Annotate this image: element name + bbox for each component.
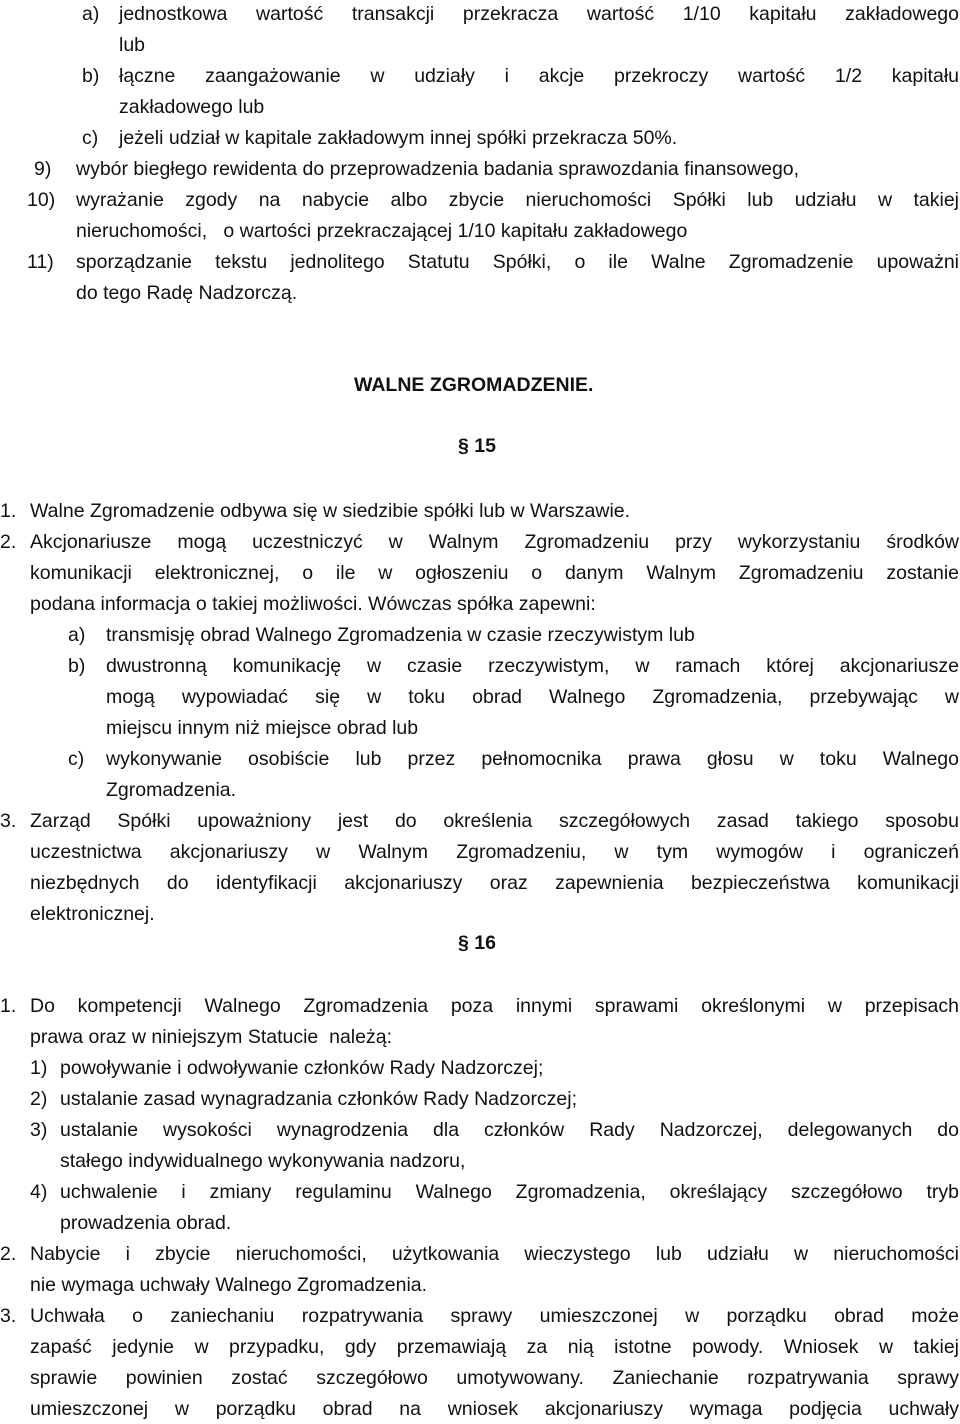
list-item-text: łączne zaangażowanie w udziały i akcje przekroczy wartość 1/2 kapitału [119, 65, 959, 87]
list-marker: a) [68, 624, 86, 646]
paragraph-text: Akcjonariusze mogą uczestniczyć w Walnym Zgromadzeniu przy wykorzystaniu środków [30, 531, 959, 553]
list-item-text: zakładowego lub [119, 96, 265, 118]
list-item-text: stałego indywidualnego wykonywania nadzoru, [60, 1150, 466, 1172]
paragraph-heading: § 16 [458, 932, 496, 954]
list-marker: 1. [0, 995, 17, 1017]
list-item-text: powoływanie i odwoływanie członków Rady Nadzorczej; [60, 1057, 544, 1079]
list-marker: 3. [0, 1305, 17, 1327]
list-item-text: do tego Radę Nadzorczą. [76, 282, 298, 304]
section-title: WALNE ZGROMADZENIE. [354, 374, 594, 396]
list-marker: 3) [30, 1119, 48, 1141]
paragraph-text: komunikacji elektronicznej, o ile w ogłoszeniu o danym Walnym Zgromadzeniu zostanie [30, 562, 959, 584]
paragraph-text: Do kompetencji Walnego Zgromadzenia poza innymi sprawami określonymi w przepisach [30, 995, 959, 1017]
paragraph-text: Walne Zgromadzenie odbywa się w siedzibie spółki lub w Warszawie. [30, 500, 631, 522]
list-marker: 1. [0, 500, 17, 522]
list-item-text: jeżeli udział w kapitale zakładowym innej spółki przekracza 50%. [119, 127, 678, 149]
list-item-text: transmisję obrad Walnego Zgromadzenia w czasie rzeczywistym lub [106, 624, 695, 646]
list-marker: c) [82, 127, 99, 149]
paragraph-text: nie wymaga uchwały Walnego Zgromadzenia. [30, 1274, 428, 1296]
paragraph-text: prawa oraz w niniejszym Statucie należą: [30, 1026, 392, 1048]
list-marker: 2) [30, 1088, 48, 1110]
list-item-text: Zgromadzenia. [106, 779, 237, 801]
list-marker: 2. [0, 531, 17, 553]
paragraph-text: Nabycie i zbycie nieruchomości, użytkowania wieczystego lub udziału w nieruchomości [30, 1243, 959, 1265]
list-marker: b) [68, 655, 86, 677]
list-item-text: ustalanie wysokości wynagrodzenia dla członków Rady Nadzorczej, delegowanych do [60, 1119, 959, 1141]
list-marker: a) [82, 3, 100, 25]
list-item-text: wybór biegłego rewidenta do przeprowadzenia badania sprawozdania finansowego, [76, 158, 800, 180]
list-item-text: dwustronną komunikację w czasie rzeczywistym, w ramach której akcjonariusze [106, 655, 959, 677]
list-item-text: nieruchomości, o wartości przekraczającej 1/10 kapitału zakładowego [76, 220, 688, 242]
paragraph-text: uczestnictwa akcjonariuszy w Walnym Zgromadzeniu, w tym wymogów i ograniczeń [30, 841, 959, 863]
list-marker: 2. [0, 1243, 17, 1265]
list-item-text: ustalanie zasad wynagradzania członków Rady Nadzorczej; [60, 1088, 578, 1110]
list-marker: 9) [34, 158, 52, 180]
list-item-text: lub [119, 34, 146, 56]
list-marker: 3. [0, 810, 17, 832]
list-item-text: miejscu innym niż miejsce obrad lub [106, 717, 419, 739]
list-item-text: jednostkowa wartość transakcji przekracza wartość 1/10 kapitału zakładowego [119, 3, 959, 25]
paragraph-text: niezbędnych do identyfikacji akcjonariuszy oraz zapewnienia bezpieczeństwa komunikacji [30, 872, 959, 894]
list-item-text: prowadzenia obrad. [60, 1212, 232, 1234]
paragraph-text: sprawie powinien zostać szczegółowo umotywowany. Zaniechanie rozpatrywania sprawy [30, 1367, 959, 1389]
paragraph-text: zapaść jedynie w przypadku, gdy przemawiają za nią istotne powody. Wniosek w takiej [30, 1336, 959, 1358]
list-item-text: wykonywanie osobiście lub przez pełnomocnika prawa głosu w toku Walnego [106, 748, 959, 770]
list-marker: 4) [30, 1181, 48, 1203]
list-item-text: uchwalenie i zmiany regulaminu Walnego Zgromadzenia, określający szczegółowo tryb [60, 1181, 959, 1203]
paragraph-text: umieszczonej w porządku obrad na wniosek akcjonariuszy wymaga podjęcia uchwały [30, 1398, 959, 1420]
paragraph-text: elektronicznej. [30, 903, 155, 925]
list-item-text: sporządzanie tekstu jednolitego Statutu Spółki, o ile Walne Zgromadzenie upoważni [76, 251, 959, 273]
list-item-text: wyrażanie zgody na nabycie albo zbycie nieruchomości Spółki lub udziału w takiej [76, 189, 959, 211]
list-item-text: mogą wypowiadać się w toku obrad Walnego Zgromadzenia, przebywając w [106, 686, 959, 708]
list-marker: c) [68, 748, 85, 770]
list-marker: 11) [27, 251, 54, 273]
list-marker: 10) [27, 189, 56, 211]
paragraph-text: Zarząd Spółki upoważniony jest do określenia szczegółowych zasad takiego sposobu [30, 810, 959, 832]
list-marker: b) [82, 65, 100, 87]
paragraph-text: podana informacja o takiej możliwości. Wówczas spółka zapewni: [30, 593, 596, 615]
paragraph-heading: § 15 [458, 435, 496, 457]
list-marker: 1) [30, 1057, 48, 1079]
paragraph-text: Uchwała o zaniechaniu rozpatrywania sprawy umieszczonej w porządku obrad może [30, 1305, 959, 1327]
